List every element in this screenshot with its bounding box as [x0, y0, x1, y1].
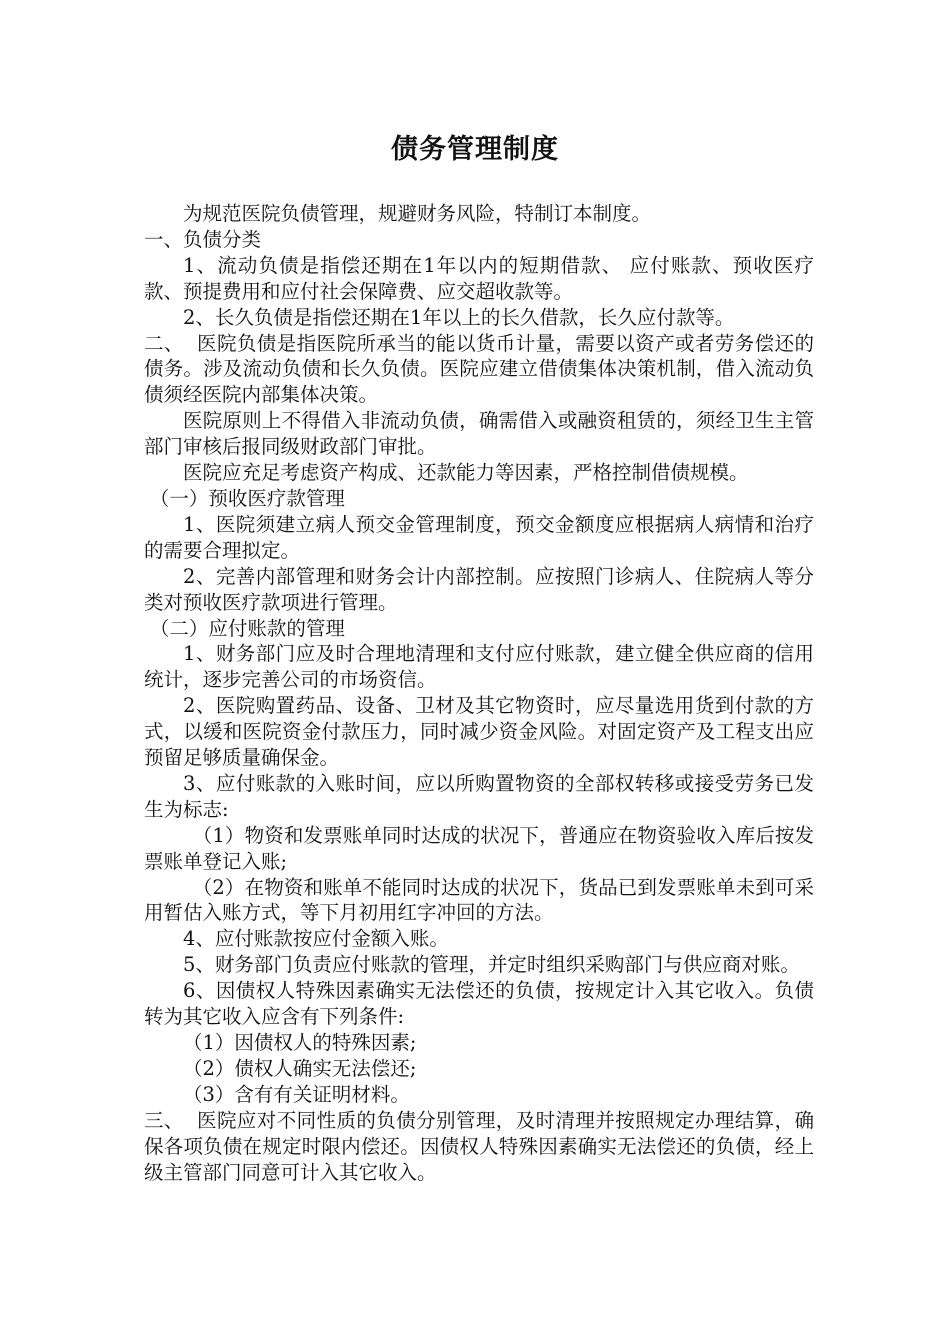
paragraph: 1、流动负债是指偿还期在1年以内的短期借款、 应付账款、预收医疗款、预提费用和应付社会保障费、应交超收款等。 — [144, 253, 814, 303]
paragraph: 2、长久负债是指偿还期在1年以上的长久借款，长久应付款等。 — [183, 305, 735, 329]
section-heading-3: 三、 医院应对不同性质的负债分别管理，及时清理并按照规定办理结算，确保各项负债在规定时限内偿还。因债权人特殊因素确实无法偿还的负债，经上级主管部门同意可计入其它收入。 — [144, 1108, 814, 1184]
list-item: （3）含有有关证明材料。 — [183, 1082, 410, 1106]
list-item: （2）债权人确实无法偿还; — [183, 1056, 417, 1080]
paragraph: （2）在物资和账单不能同时达成的状况下，货品已到发票账单未到可采用暂估入账方式，等下月初用红字冲回的方法。 — [144, 875, 814, 925]
list-item: （1）因债权人的特殊因素; — [183, 1031, 417, 1054]
paragraph: 医院原则上不得借入非流动负债，确需借入或融资租赁的，须经卫生主管部门审核后报同级财政部门审批。 — [144, 409, 814, 459]
document-title: 债务管理制度 — [391, 134, 559, 165]
section-heading-1: 一、负债分类 — [144, 227, 262, 251]
paragraph: 3、应付账款的入账时间，应以所购置物资的全部权转移或接受劳务已发生为标志: — [144, 771, 814, 821]
paragraph: 2、医院购置药品、设备、卫材及其它物资时，应尽量选用货到付款的方式，以缓和医院资金付款压力，同时减少资金风险。对固定资产及工程支出应预留足够质量确保金。 — [144, 694, 814, 770]
subsection-heading-1: （一）预收医疗款管理 — [149, 486, 345, 510]
paragraph-intro: 为规范医院负债管理，规避财务风险，特制订本制度。 — [183, 202, 652, 225]
paragraph: 2、完善内部管理和财务会计内部控制。应按照门诊病人、住院病人等分类对预收医疗款项进行管理。 — [144, 564, 814, 614]
section-heading-2: 二、 医院负债是指医院所承当的能以货币计量，需要以资产或者劳务偿还的债务。涉及流动负债和长久负债。医院应建立借债集体决策机制，借入流动负债须经医院内部集体决策。 — [144, 331, 814, 407]
paragraph: 6、因债权人特殊因素确实无法偿还的负债，按规定计入其它收入。负债转为其它收入应含有下列条件: — [144, 979, 814, 1029]
paragraph: 1、医院须建立病人预交金管理制度，预交金额度应根据病人病情和治疗的需要合理拟定。 — [144, 512, 814, 562]
document-body — [144, 201, 814, 1185]
paragraph: （1）物资和发票账单同时达成的状况下，普通应在物资验收入库后按发票账单登记入账; — [144, 823, 814, 873]
paragraph: 4、应付账款按应付金额入账。 — [183, 927, 449, 951]
subsection-heading-2: （二）应付账款的管理 — [149, 616, 345, 640]
paragraph: 5、财务部门负责应付账款的管理，并定时组织采购部门与供应商对账。 — [183, 953, 800, 977]
paragraph: 1、财务部门应及时合理地清理和支付应付账款，建立健全供应商的信用统计，逐步完善公司的市场资信。 — [144, 642, 814, 692]
paragraph: 医院应充足考虑资产构成、还款能力等因素，严格控制借债规模。 — [183, 461, 749, 485]
